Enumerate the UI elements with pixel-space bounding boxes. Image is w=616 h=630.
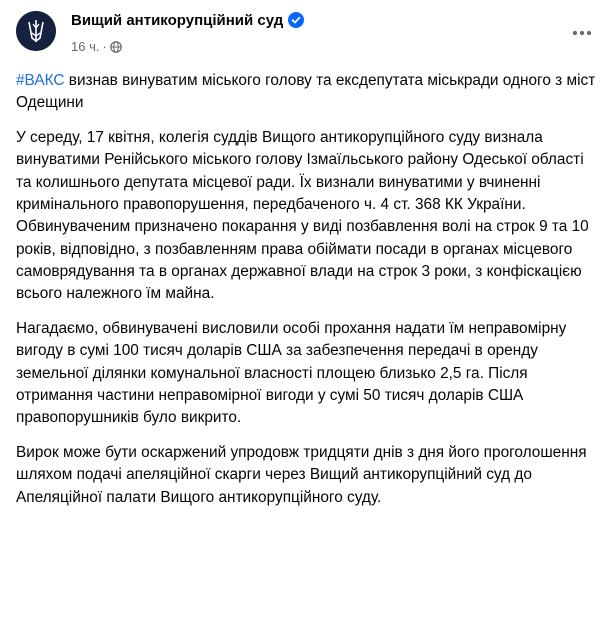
- meta-separator: ·: [102, 39, 107, 54]
- page-name[interactable]: Вищий антикорупційний суд: [71, 12, 284, 29]
- page-avatar[interactable]: [16, 11, 56, 51]
- post-headline: [16, 70, 602, 115]
- page-name-link[interactable]: [71, 12, 304, 29]
- court-logo-icon: [16, 11, 56, 51]
- post-paragraph-2: Нагадаємо, обвинувачені висловили особі прохання надати їм неправомірну вигоду в сумі 100 тисяч доларів США за забезпечення передачі в оренду земельної ділянки комунальної власності площею близько 2,5 га. Після отримання частини неправомірної вигоди у сумі 50 тисяч доларів США правопорушників було викрито.: [16, 319, 567, 427]
- post-header: [16, 11, 600, 61]
- more-dots-icon: [572, 30, 592, 36]
- post-paragraph-1: У середу, 17 квітня, колегія суддів Вищого антикорупційного суду визнала винуватими Ренійського міського голову Ізмаїльського району Одеської області та колишнього депутата місцевої ради. Їх визнали винуватими у вчиненні кримінального правопорушення, передбаченого ч. 4 ст. 368 КК України. Обвинуваченим призначено покарання у виді позбавлення волі на строк 9 та 10 років, відповідно, з позбавленням права обіймати посади в органах місцевого самоврядування та в органах державної влади на строк 3 роки, з конфіскацією всього належного їм майна.: [16, 129, 589, 303]
- post-meta: [71, 39, 122, 54]
- post-body: [16, 70, 602, 521]
- verified-badge-icon: [288, 12, 304, 28]
- post-timestamp[interactable]: 16 ч.: [71, 39, 100, 54]
- hashtag-link[interactable]: #ВАКС: [16, 72, 65, 89]
- headline-text: визнав винуватим міського голову та ексдепутата міськради одного з міст Одещини: [16, 72, 596, 112]
- post-paragraph-3: Вирок може бути оскаржений упродовж тридцяти днів з дня його проголошення шляхом подачі апеляційної скарги через Вищий антикорупційний суд до Апеляційної палати Вищого антикорупційного суду.: [16, 443, 587, 506]
- more-options-button[interactable]: [564, 15, 600, 51]
- globe-icon[interactable]: [110, 41, 122, 53]
